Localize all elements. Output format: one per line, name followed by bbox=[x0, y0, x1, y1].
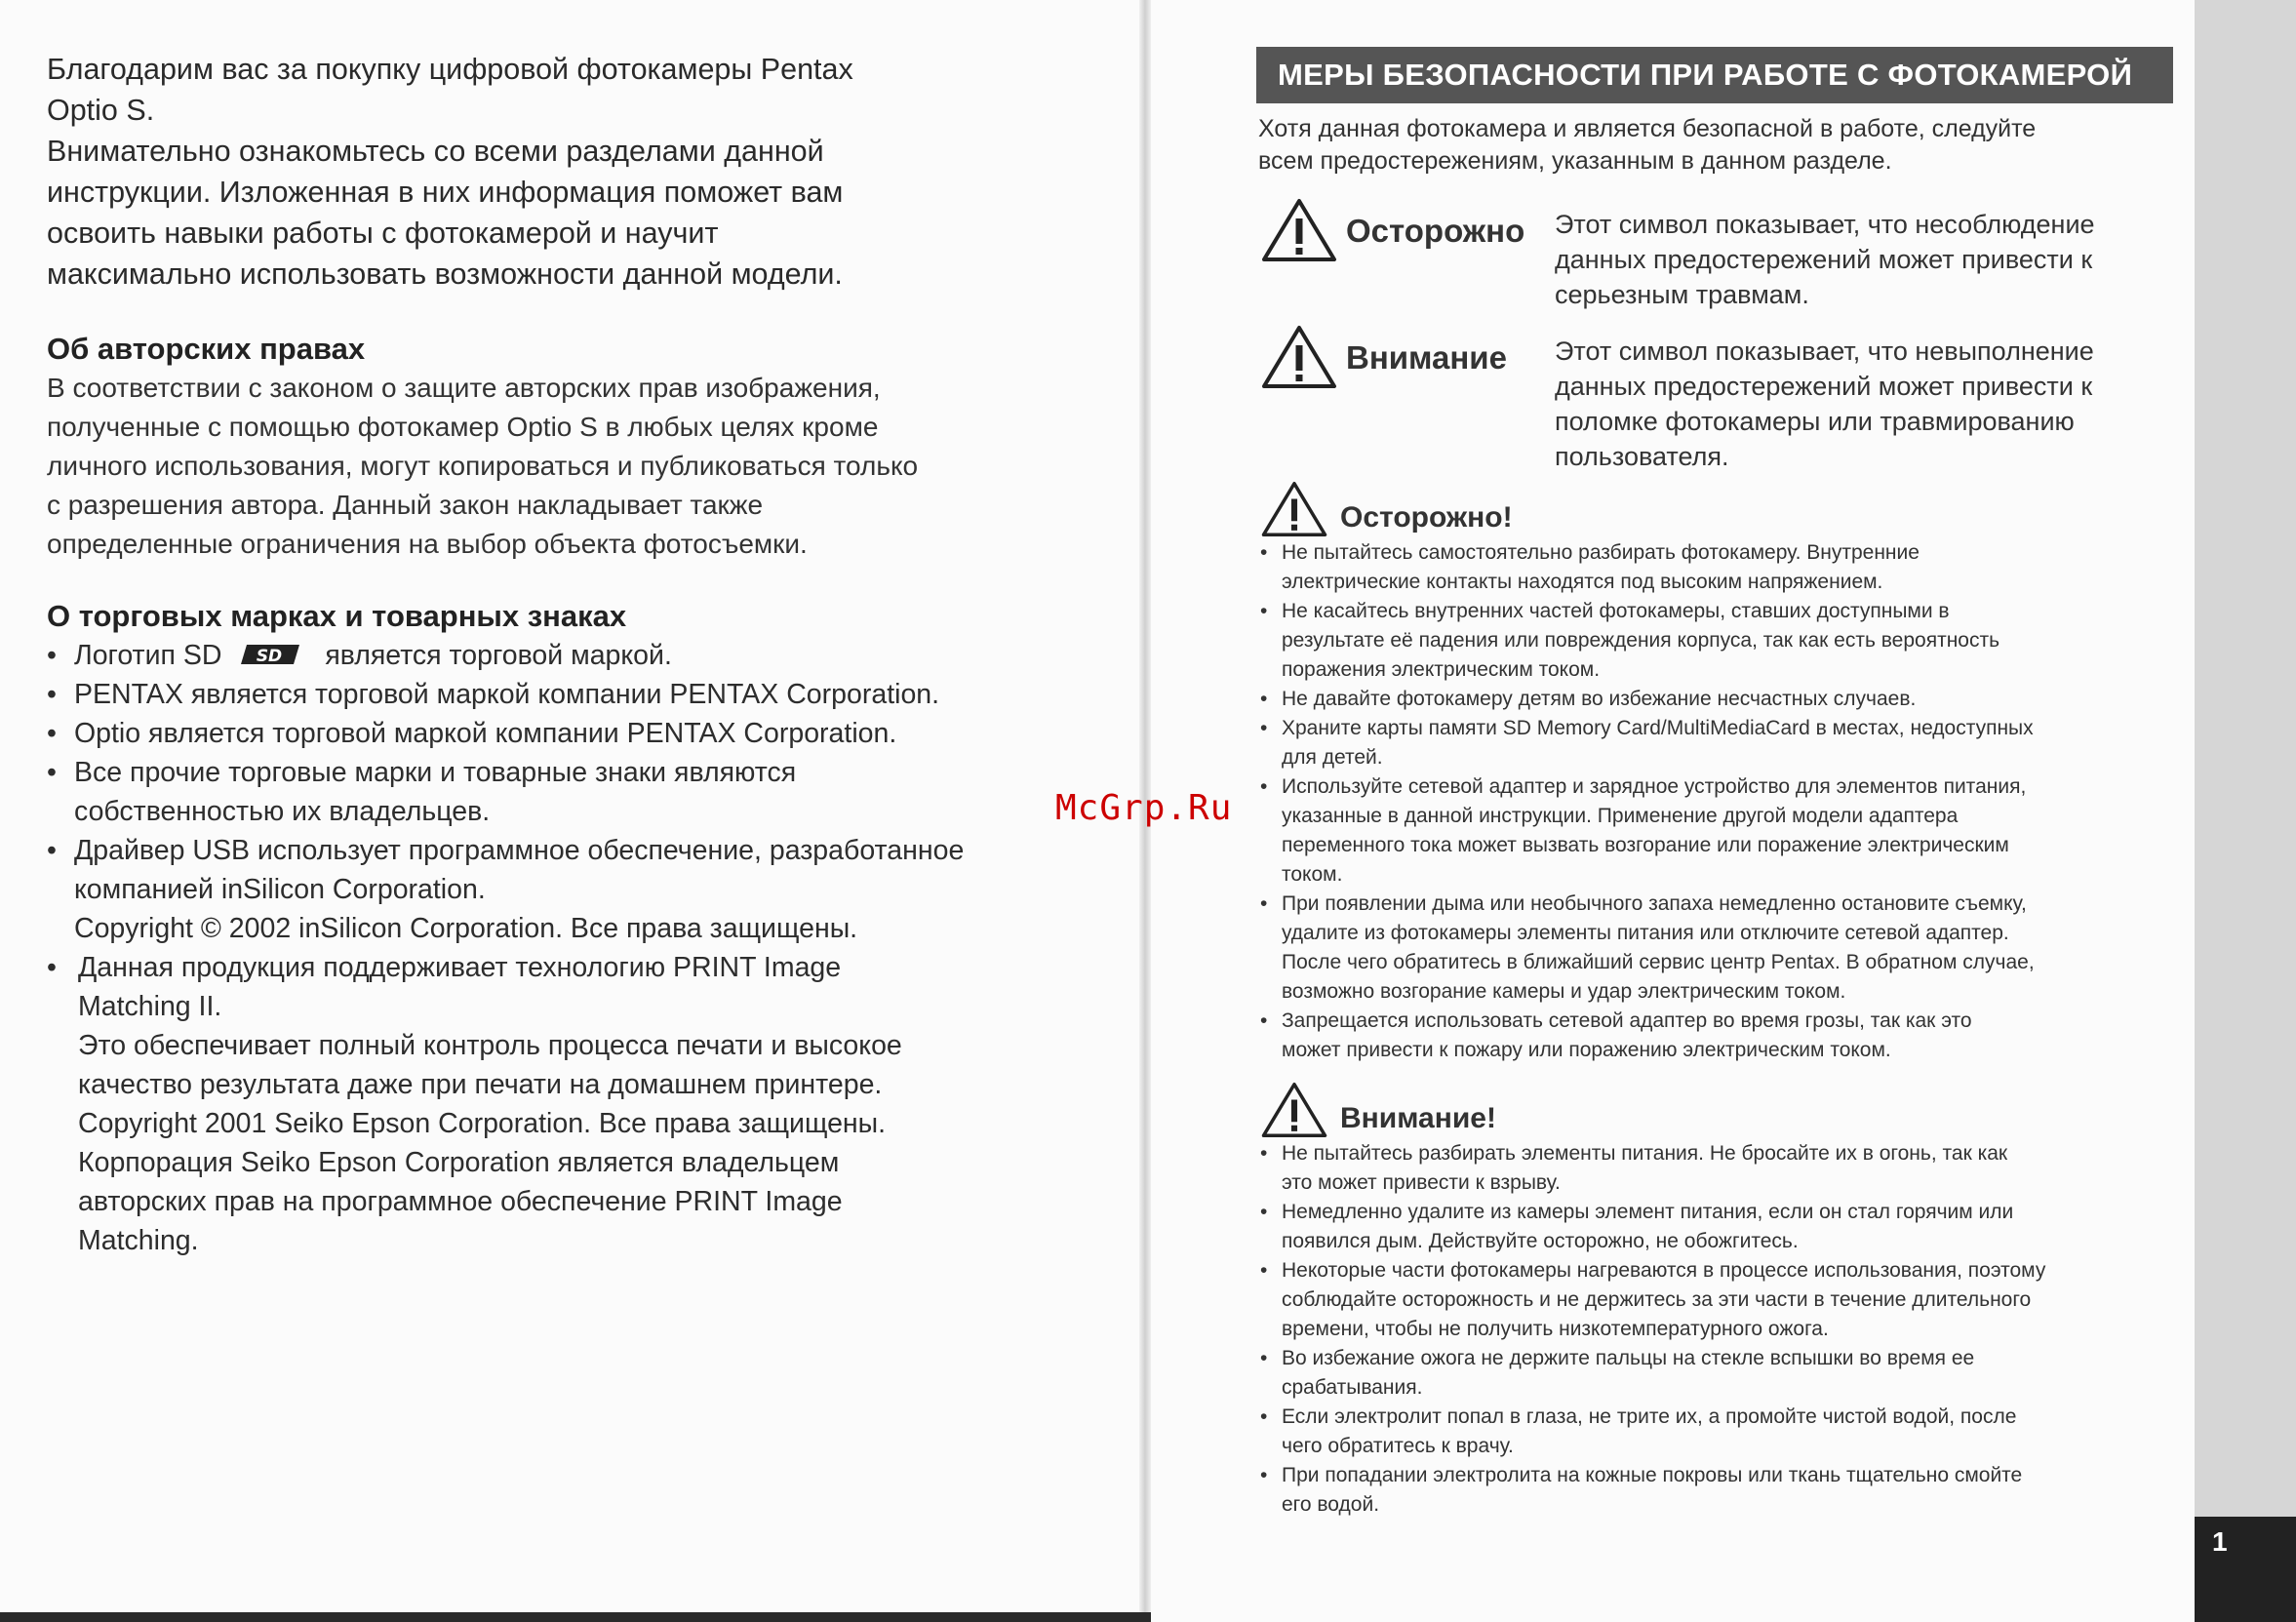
safety-banner: МЕРЫ БЕЗОПАСНОСТИ ПРИ РАБОТЕ С ФОТОКАМЕРОЙ bbox=[1256, 47, 2173, 103]
trademarks-list bbox=[47, 636, 1022, 1260]
warning-legend bbox=[1256, 197, 2173, 314]
watermark: McGrp.Ru bbox=[1055, 788, 1233, 828]
list-item: • Данная продукция поддерживает технологию PRINT Image Matching II. Это обеспечивает полный контроль процесса печати и высокое качество результата даже при печати на домашнем принтере. Copyright 2001 Seiko Epson Corporation. Все права защищены. Корпорация Seiko Epson Corporation является владельцем авторских прав на программное обеспечение PRINT Image Matching. bbox=[47, 948, 1022, 1260]
list-item: • Запрещается использовать сетевой адаптер во время грозы, так как это может привести к пожару или поражению электрическим током. bbox=[1256, 1007, 2173, 1065]
scan-edge bbox=[0, 1612, 1151, 1622]
sd-logo-icon bbox=[239, 641, 307, 668]
trademarks-heading: О торговых марках и товарных знаках bbox=[47, 599, 627, 633]
list-item: • Если электролит попал в глаза, не трите их, а промойте чистой водой, после чего обратитесь к врачу. bbox=[1256, 1403, 2173, 1461]
list-item: • Не пытайтесь самостоятельно разбирать фотокамеру. Внутренние электрические контакты находятся под высоким напряжением. bbox=[1256, 538, 2173, 597]
list-item: • При появлении дыма или необычного запаха немедленно остановите съемку, удалите из фотокамеры элементы питания или отключите сетевой адаптер. После чего обратитесь в ближайший сервис центр Pentax. В обратном случае, возможно возгорание камеры и удар электрическим током. bbox=[1256, 890, 2173, 1007]
list-item: • Не касайтесь внутренних частей фотокамеры, ставших доступными в результате её падения или повреждения корпуса, так как есть вероятность поражения электрическим током. bbox=[1256, 597, 2173, 685]
svg-text:SD: SD bbox=[257, 647, 283, 666]
list-item: • Не пытайтесь разбирать элементы питания. Не бросайте их в огонь, так как это может привести к взрыву. bbox=[1256, 1139, 2173, 1198]
caution-legend-desc: Этот символ показывает, что невыполнение данных предостережений может привести к поломке фотокамеры или травмированию пользователя. bbox=[1555, 336, 2094, 471]
list-item: • Все прочие торговые марки и товарные знаки являются собственностью их владельцев. bbox=[47, 753, 1022, 831]
warning-triangle-icon bbox=[1260, 197, 1338, 263]
list-item: • Во избежание ожога не держите пальцы на стекле вспышки во время ее срабатывания. bbox=[1256, 1344, 2173, 1403]
caution-legend bbox=[1256, 324, 2173, 470]
caution-section-heading: Внимание! bbox=[1256, 1081, 2173, 1139]
copyright-heading: Об авторских правах bbox=[47, 332, 366, 366]
list-item: • Храните карты памяти SD Memory Card/MultiMediaCard в местах, недоступных для детей. bbox=[1256, 714, 2173, 772]
list-item: • Немедленно удалите из камеры элемент питания, если он стал горячим или появился дым. Действуйте осторожно, не обожгитесь. bbox=[1256, 1198, 2173, 1256]
caution-list bbox=[1256, 1139, 2173, 1520]
list-item: • Некоторые части фотокамеры нагреваются в процессе использования, поэтому соблюдайте осторожность и не держитесь за эти части в течение длительного времени, чтобы не получить низкотемпературного ожога. bbox=[1256, 1256, 2173, 1344]
page-edge-tab bbox=[2195, 0, 2296, 1622]
list-item: • Optio является торговой маркой компании PENTAX Corporation. bbox=[47, 714, 1022, 753]
copyright-paragraph: В соответствии с законом о защите авторских прав изображения, полученные с помощью фотокамер Optio S в любых целях кроме личного использования, могут копироваться и публиковаться только с разрешения автора. Данный закон накладывает также определенные ограничения на выбор объекта фотосъемки. bbox=[47, 373, 919, 559]
intro-paragraph: Благодарим вас за покупку цифровой фотокамеры Pentax Optio S. Внимательно ознакомьтесь со всеми разделами данной инструкции. Изложенная в них информация поможет вам освоить навыки работы с фотокамерой и научит максимально использовать возможности данной модели. bbox=[47, 53, 853, 291]
warning-legend-desc: Этот символ показывает, что несоблюдение данных предостережений может привести к серьезным травмам. bbox=[1555, 210, 2095, 309]
list-item: • PENTAX является торговой маркой компании PENTAX Corporation. bbox=[47, 675, 1022, 714]
caution-legend-word: Внимание bbox=[1346, 339, 1507, 376]
caution-triangle-icon bbox=[1260, 1081, 1328, 1139]
warning-section-heading: Осторожно! bbox=[1256, 480, 2173, 538]
list-item: • Не давайте фотокамеру детям во избежание несчастных случаев. bbox=[1256, 685, 2173, 714]
safety-intro: Хотя данная фотокамера и является безопасной в работе, следуйте всем предостережениям, указанным в данном разделе. bbox=[1258, 115, 2037, 175]
list-item: • Логотип SD SD является торговой маркой. bbox=[47, 636, 1022, 675]
warning-list bbox=[1256, 538, 2173, 1065]
page-number: 1 bbox=[2195, 1517, 2296, 1622]
warning-legend-word: Осторожно bbox=[1346, 213, 1525, 249]
list-item: • Используйте сетевой адаптер и зарядное устройство для элементов питания, указанные в данной инструкции. Применение другой модели адаптера переменного тока может вызвать возгорание или поражение электрическим током. bbox=[1256, 772, 2173, 890]
warning-triangle-icon bbox=[1260, 480, 1328, 538]
right-page bbox=[1256, 47, 2173, 1520]
list-item: • При попадании электролита на кожные покровы или ткань тщательно смойте его водой. bbox=[1256, 1461, 2173, 1520]
left-page bbox=[47, 49, 1022, 1260]
list-item: • Драйвер USB использует программное обеспечение, разработанное компанией inSilicon Corporation. Copyright © 2002 inSilicon Corporation. Все права защищены. bbox=[47, 831, 1022, 948]
caution-triangle-icon bbox=[1260, 324, 1338, 390]
